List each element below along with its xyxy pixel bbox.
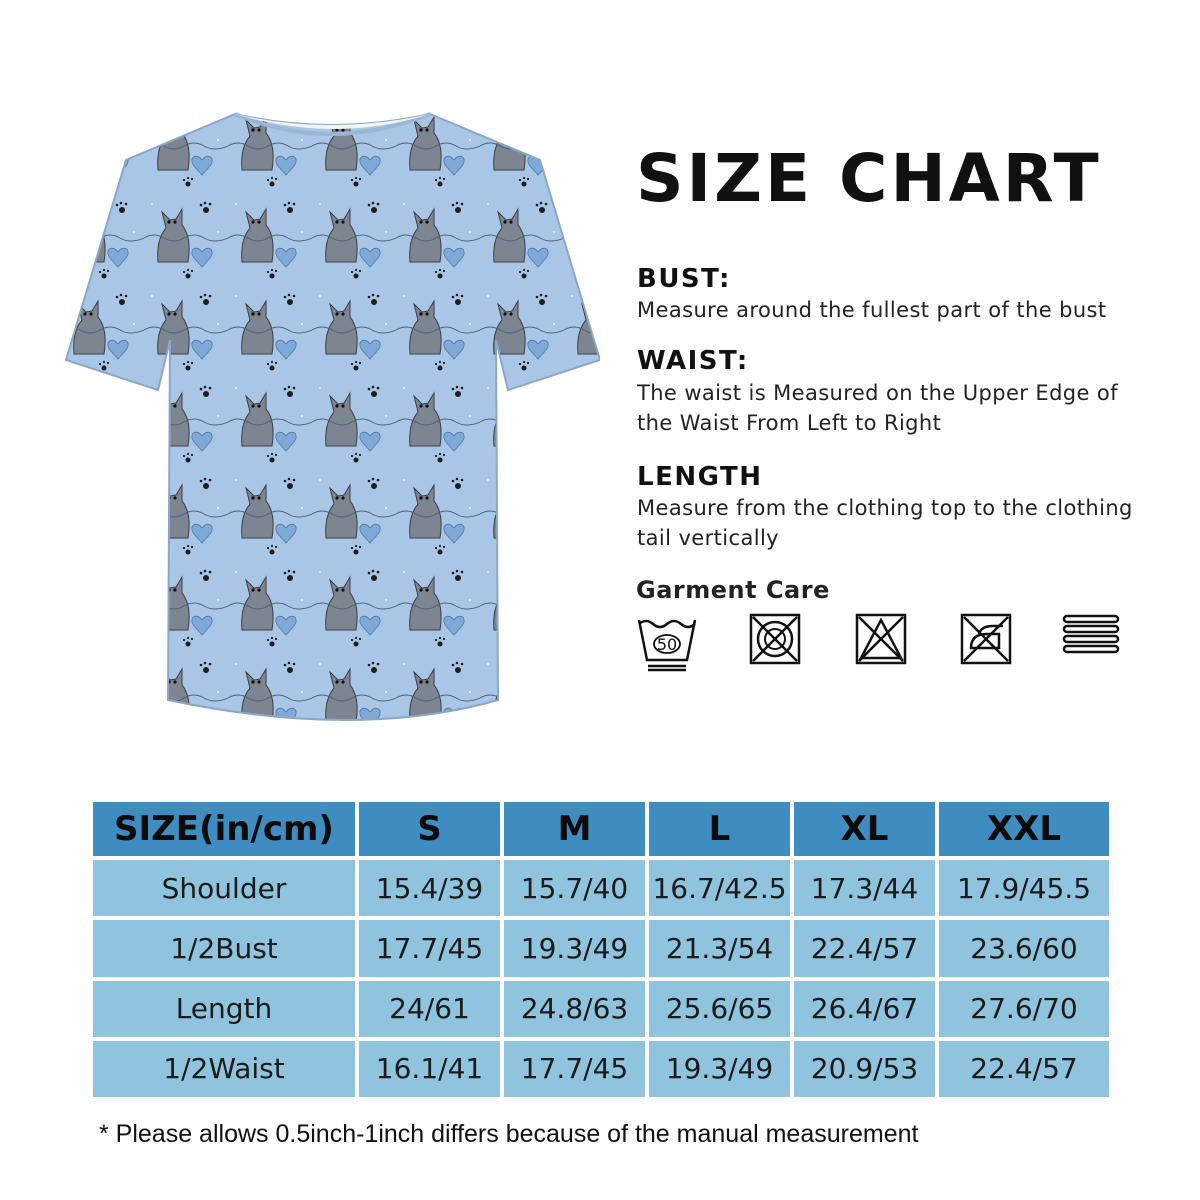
- waist-description-line-2: the Waist From Left to Right: [637, 411, 942, 435]
- table-cell: 22.4/57: [794, 920, 935, 976]
- garment-care-icons: [634, 612, 1134, 678]
- size-header-m: M: [504, 802, 645, 856]
- table-row: [93, 1041, 1109, 1097]
- size-header-xxl: XXL: [939, 802, 1109, 856]
- table-cell: 24.8/63: [504, 981, 645, 1037]
- no-bleach-icon: [854, 612, 908, 666]
- table-cell: 15.4/39: [359, 860, 500, 916]
- size-header-xl: XL: [794, 802, 935, 856]
- measurement-footnote: * Please allows 0.5inch-1inch differs because of the manual measurement: [99, 1120, 919, 1148]
- table-cell: 20.9/53: [794, 1041, 935, 1097]
- row-label: Length: [93, 981, 355, 1037]
- table-row: [93, 860, 1109, 916]
- no-iron-icon: [959, 612, 1013, 666]
- row-label: Shoulder: [93, 860, 355, 916]
- table-cell: 24/61: [359, 981, 500, 1037]
- dry-flat-icon: [1062, 612, 1120, 660]
- no-tumble-dry-icon: [748, 612, 802, 666]
- table-cell: 23.6/60: [939, 920, 1109, 976]
- table-cell: 19.3/49: [504, 920, 645, 976]
- waist-description-line-1: The waist is Measured on the Upper Edge of: [637, 381, 1118, 405]
- table-cell: 15.7/40: [504, 860, 645, 916]
- wash-50-icon: [634, 612, 700, 672]
- table-cell: 17.9/45.5: [939, 860, 1109, 916]
- size-table: [89, 798, 1113, 1101]
- table-cell: 27.6/70: [939, 981, 1109, 1037]
- length-heading: LENGTH: [637, 462, 763, 492]
- table-cell: 17.3/44: [794, 860, 935, 916]
- table-row: [93, 981, 1109, 1037]
- table-cell: 22.4/57: [939, 1041, 1109, 1097]
- table-cell: 17.7/45: [359, 920, 500, 976]
- table-cell: 16.1/41: [359, 1041, 500, 1097]
- table-cell: 26.4/67: [794, 981, 935, 1037]
- garment-care-heading: Garment Care: [636, 576, 830, 604]
- size-header-s: S: [359, 802, 500, 856]
- wash-temp-label: 50: [656, 635, 678, 654]
- length-description-line-1: Measure from the clothing top to the clothing: [637, 496, 1133, 520]
- size-header-l: L: [649, 802, 790, 856]
- table-cell: 21.3/54: [649, 920, 790, 976]
- size-table-header-row: [93, 802, 1109, 856]
- table-cell: 17.7/45: [504, 1041, 645, 1097]
- product-image-tshirt: [60, 100, 600, 740]
- table-cell: 25.6/65: [649, 981, 790, 1037]
- length-description-line-2: tail vertically: [637, 526, 780, 550]
- page-title: SIZE CHART: [636, 140, 1102, 217]
- row-label: 1/2Bust: [93, 920, 355, 976]
- table-cell: 16.7/42.5: [649, 860, 790, 916]
- size-header-label: SIZE(in/cm): [93, 802, 355, 856]
- tshirt-illustration: [60, 100, 600, 740]
- row-label: 1/2Waist: [93, 1041, 355, 1097]
- table-cell: 19.3/49: [649, 1041, 790, 1097]
- table-row: [93, 920, 1109, 976]
- bust-description: Measure around the fullest part of the bust: [637, 298, 1107, 322]
- waist-heading: WAIST:: [637, 346, 749, 376]
- bust-heading: BUST:: [637, 264, 731, 294]
